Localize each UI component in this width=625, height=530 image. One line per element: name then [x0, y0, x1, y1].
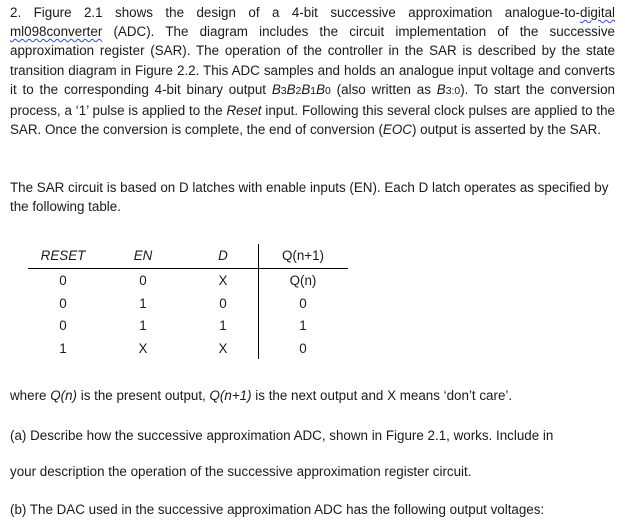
table-explanation: where Q(n) is the present output, Q(n+1) is the next output and X means ‘don’t care’. — [10, 388, 513, 403]
d-latch-truth-table — [28, 244, 348, 359]
table-cell: X — [188, 337, 259, 360]
table-cell: X — [138, 340, 148, 356]
spellcheck-underlined-text: digital ml098converter — [10, 5, 615, 40]
table-cell: 0 — [59, 295, 67, 311]
table-cell: 0 — [299, 340, 307, 356]
table-header-row — [28, 244, 348, 269]
table-cell: 1 — [59, 340, 67, 356]
question-b: (b) The DAC used in the successive approximation ADC has the following output voltages: — [10, 502, 545, 517]
question-a-line-1: (a) Describe how the successive approximation ADC, shown in Figure 2.1, works. Include in — [10, 428, 554, 443]
table-row — [28, 269, 348, 292]
table-cell: Q(n) — [289, 273, 317, 288]
sar-description-paragraph: The SAR circuit is based on D latches with enable inputs (EN). Each D latch operates as specified by the following table. — [10, 180, 609, 215]
table-cell: 1 — [139, 295, 147, 311]
table-row — [28, 314, 348, 337]
question-intro-paragraph: 2. Figure 2.1 shows the design of a 4-bit successive approximation analogue-to-digital ml098converter (ADC). The diagram includes the circuit implementation of the successive approximation register (SAR). The operation of the controller in the SAR is described by the state transition diagram in Figure 2.2. This ADC samples and holds an analogue input voltage and converts it to the corresponding 4-bit binary output B3B2B1B0 (also written as B3:0). To start the conversion process, a ‘1’ pulse is applied to the Reset input. Following this several clock pulses are applied to the SAR. Once the conversion is complete, the end of conversion (EOC) output is asserted by the SAR. — [10, 5, 616, 138]
table-row — [28, 292, 348, 315]
header-en: EN — [133, 248, 153, 263]
table-cell: 0 — [299, 295, 307, 311]
question-a-line-2: your description the operation of the successive approximation register circuit. — [10, 464, 472, 479]
table-cell: 0 — [188, 292, 259, 315]
table-cell: 1 — [299, 318, 307, 333]
table-cell: 0 — [59, 318, 67, 333]
table-cell: 0 — [139, 273, 147, 288]
table-cell: 1 — [188, 314, 259, 337]
header-d: D — [188, 244, 259, 268]
table-row — [28, 337, 348, 360]
table-cell: 0 — [59, 273, 67, 288]
table-cell: X — [188, 269, 259, 292]
table-cell: 1 — [139, 318, 147, 333]
header-reset: RESET — [40, 248, 86, 263]
header-q-next: Q(n+1) — [281, 248, 325, 263]
